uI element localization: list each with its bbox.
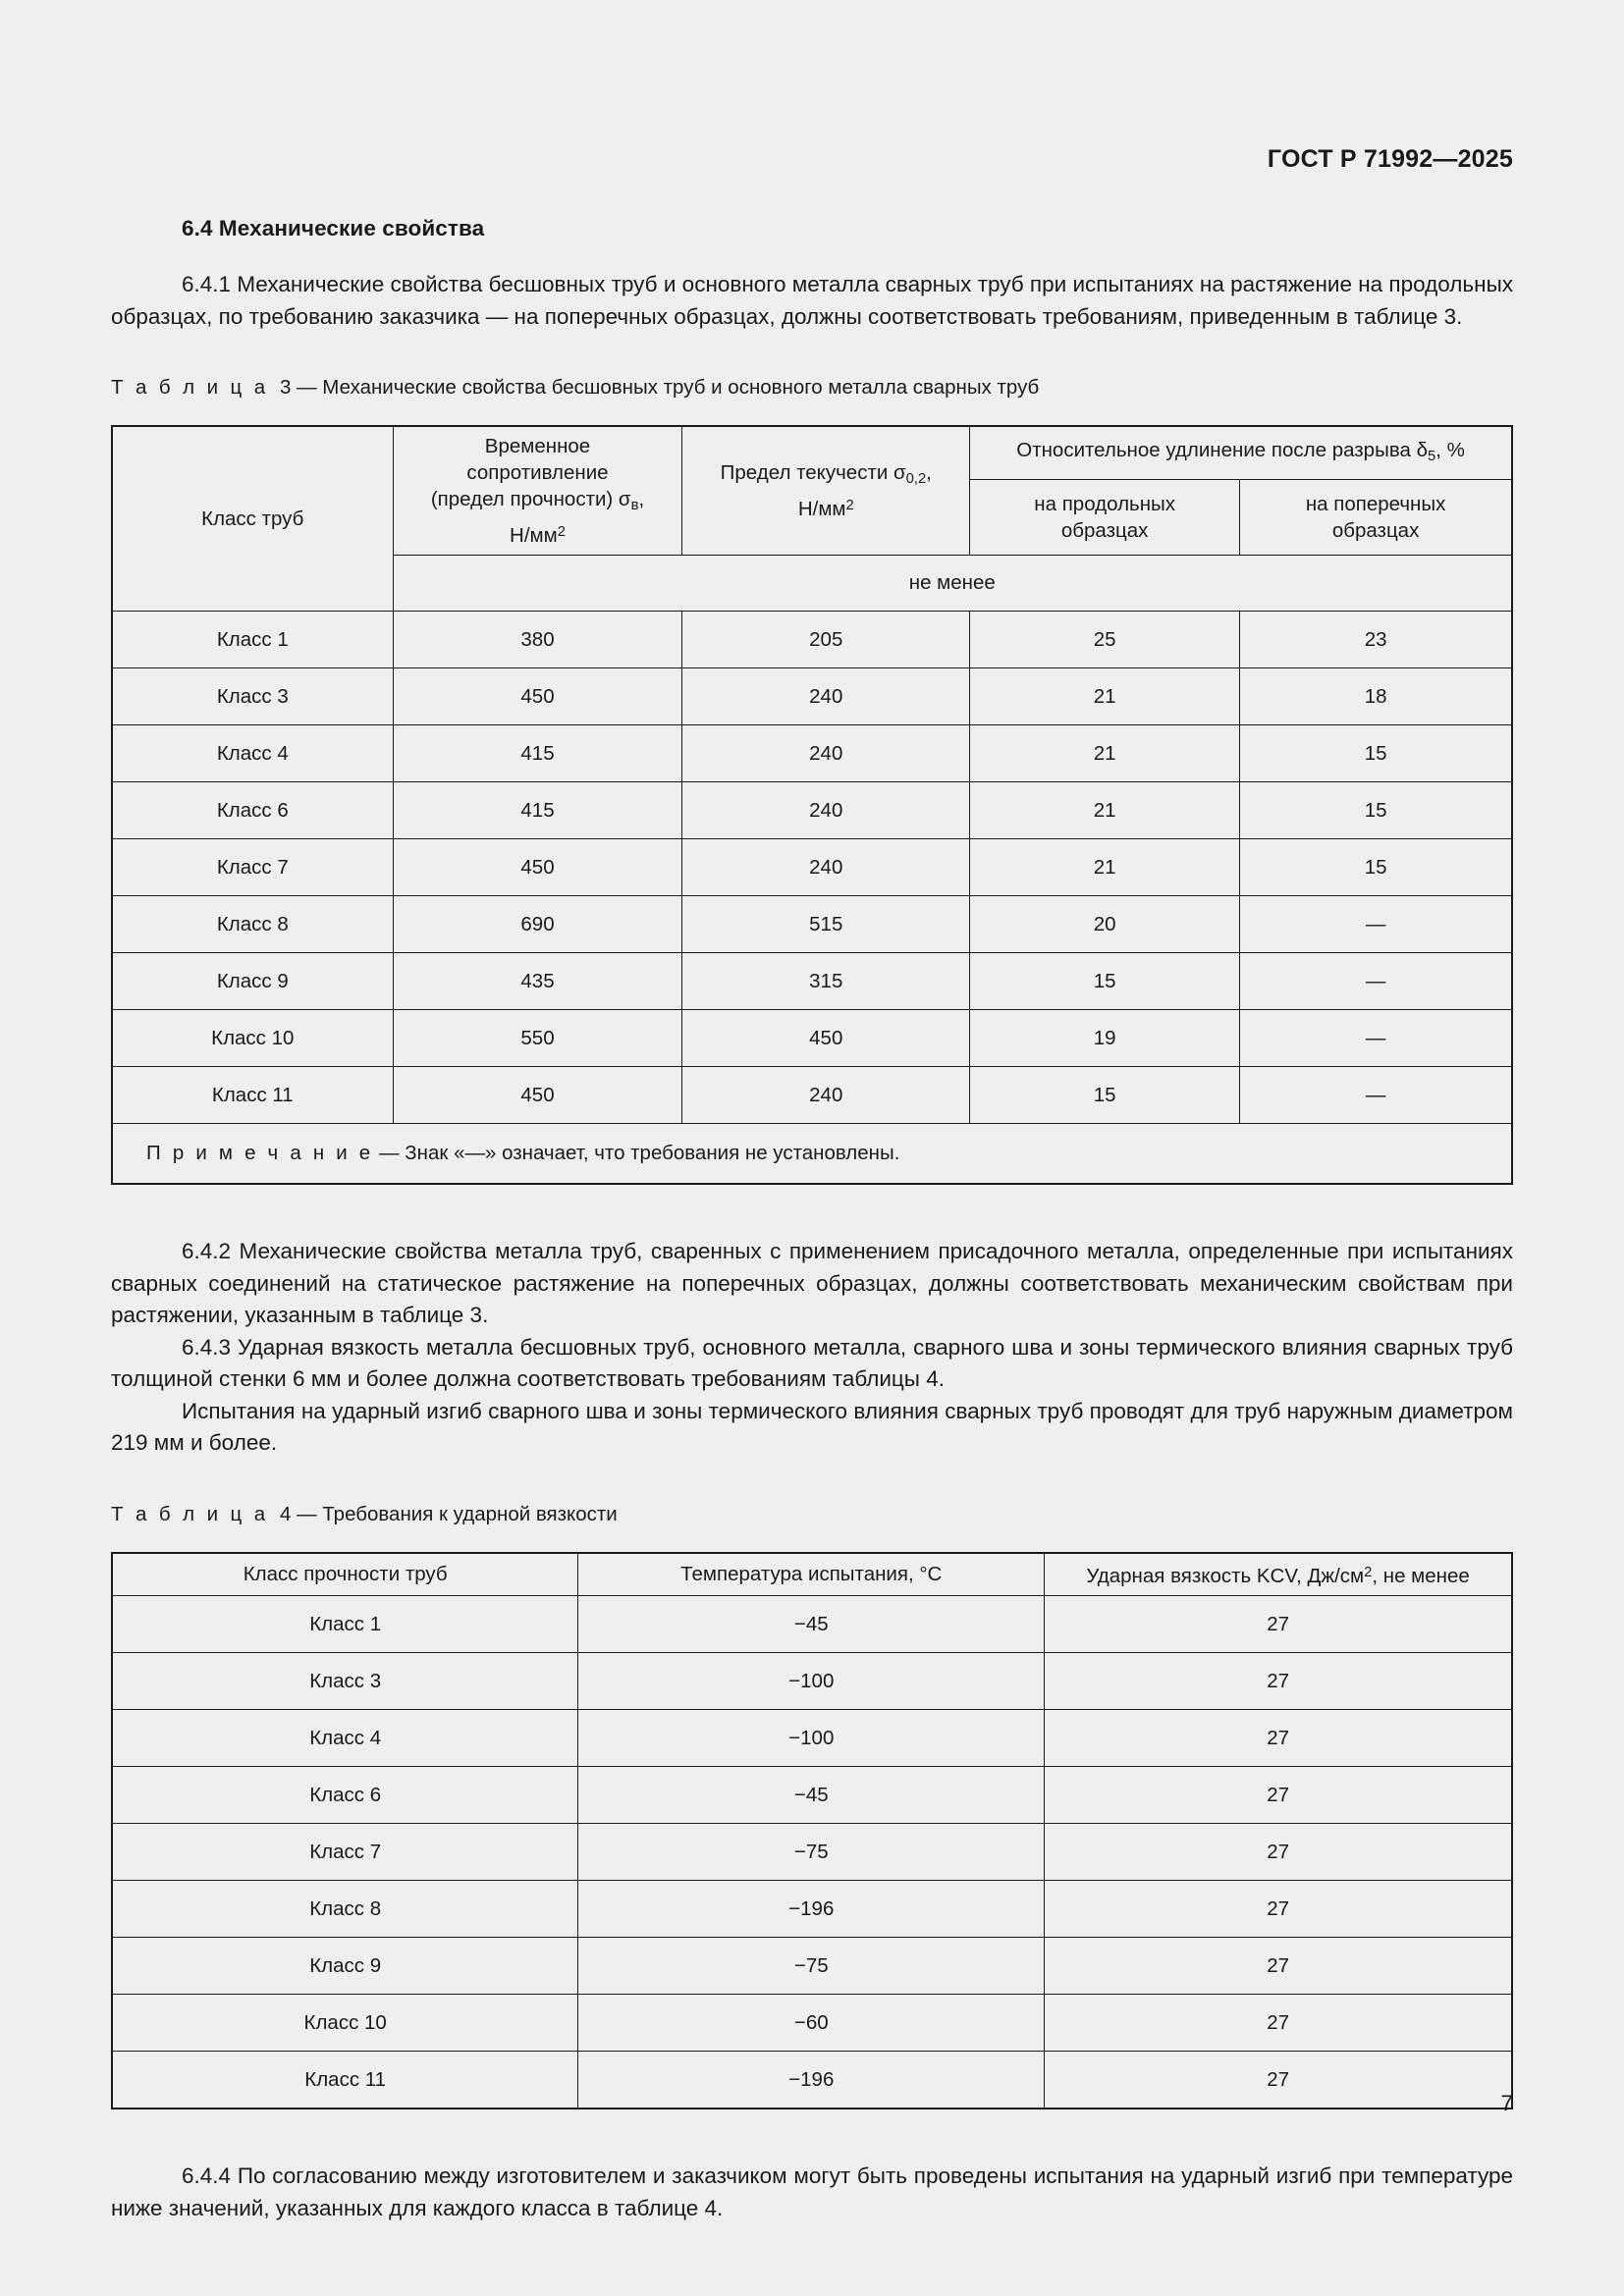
table-row [112, 612, 1512, 668]
tensile-line-4: $Н/мм^2$ [510, 524, 566, 548]
table3-header-longitudinal [970, 480, 1240, 556]
table4-header-kcv: Ударная вязкость KCV, $Дж/см^2$, не менее [1045, 1553, 1512, 1596]
table4-cell-temp: −75 [578, 1938, 1045, 1995]
table3-cell-class: Класс 4 [112, 725, 393, 782]
table3-cell-elong_long: 15 [970, 953, 1240, 1010]
table4-cell-class: Класс 10 [112, 1995, 578, 2052]
table3-cell-tensile: 690 [393, 896, 682, 953]
table3-cell-elong_long: 15 [970, 1067, 1240, 1124]
table4-header-row [112, 1553, 1512, 1596]
table4-cell-kcv: 27 [1045, 1596, 1512, 1653]
table4-cell-class: Класс 6 [112, 1767, 578, 1824]
table-row [112, 1824, 1512, 1881]
table3-cell-class: Класс 6 [112, 782, 393, 839]
table3-cell-elong_trans: — [1240, 1010, 1512, 1067]
table3-cell-elong_trans: 18 [1240, 668, 1512, 725]
table4-cell-kcv: 27 [1045, 1710, 1512, 1767]
table3-cell-elong_trans: 15 [1240, 725, 1512, 782]
table-row [112, 839, 1512, 896]
table4-cell-kcv: 27 [1045, 1995, 1512, 2052]
table4-cell-kcv: 27 [1045, 1824, 1512, 1881]
tensile-line-3: (предел прочности) $\sigma_в$, [430, 488, 645, 514]
table-3-mechanical-properties [111, 425, 1513, 1185]
paragraph-6-4-3b: Испытания на ударный изгиб сварного шва и зоны термического влияния сварных труб проводят для труб наружным диаметром 219 мм и более. [111, 1398, 1513, 1456]
table4-header-temperature: Температура испытания, °С [578, 1553, 1045, 1596]
longitudinal-line-2: образцах [1060, 519, 1149, 543]
table-4-impact-toughness [111, 1552, 1513, 2109]
table-row [112, 782, 1512, 839]
table3-cell-tensile: 435 [393, 953, 682, 1010]
table3-note-text: — Знак «—» означает, что требования не установлены. [379, 1142, 900, 1165]
table4-caption-number: 4 [280, 1502, 292, 1525]
table4-cell-kcv: 27 [1045, 1881, 1512, 1938]
table-row [112, 1067, 1512, 1124]
table4-cell-class: Класс 7 [112, 1824, 578, 1881]
table3-cell-elong_long: 21 [970, 725, 1240, 782]
table3-note-label: П р и м е ч а н и е [146, 1142, 374, 1165]
table-row [112, 2052, 1512, 2109]
table3-cell-elong_trans: — [1240, 896, 1512, 953]
table4-cell-temp: −45 [578, 1596, 1045, 1653]
table3-cell-yield: 205 [682, 612, 970, 668]
table3-caption-number: 3 [280, 376, 292, 399]
table-row [112, 1881, 1512, 1938]
table3-cell-class: Класс 3 [112, 668, 393, 725]
table-row [112, 896, 1512, 953]
table3-cell-elong_trans: 15 [1240, 782, 1512, 839]
table-row [112, 1596, 1512, 1653]
table3-cell-elong_long: 19 [970, 1010, 1240, 1067]
table3-cell-class: Класс 9 [112, 953, 393, 1010]
table-row [112, 953, 1512, 1010]
table3-cell-class: Класс 8 [112, 896, 393, 953]
table4-cell-class: Класс 3 [112, 1653, 578, 1710]
table3-header-transverse [1240, 480, 1512, 556]
table-row [112, 1995, 1512, 2052]
table-row [112, 1710, 1512, 1767]
table4-cell-class: Класс 1 [112, 1596, 578, 1653]
yield-line-2: $Н/мм^2$ [797, 498, 854, 521]
table4-cell-kcv: 27 [1045, 2052, 1512, 2109]
paragraph-6-4-1: 6.4.1 Механические свойства бесшовных труб и основного металла сварных труб при испытаниях на растяжение на продольных образцах, по требованию заказчика — на поперечных образцах, должны соответствовать требованиям, приведенным в таблице 3. [111, 272, 1513, 329]
table4-cell-class: Класс 9 [112, 1938, 578, 1995]
table4-cell-temp: −60 [578, 1995, 1045, 2052]
table3-cell-yield: 240 [682, 782, 970, 839]
section-title-6-4: 6.4 Механические свойства [182, 216, 485, 240]
table3-caption [111, 376, 1513, 400]
table-row [112, 1653, 1512, 1710]
table3-cell-elong_trans: 23 [1240, 612, 1512, 668]
table3-cell-elong_long: 25 [970, 612, 1240, 668]
table3-note-row [112, 1124, 1512, 1185]
standard-number-header: ГОСТ Р 71992—2025 [1267, 145, 1513, 173]
table-row [112, 1010, 1512, 1067]
table-row [112, 668, 1512, 725]
table4-cell-temp: −196 [578, 1881, 1045, 1938]
table4-cell-temp: −75 [578, 1824, 1045, 1881]
table4-cell-kcv: 27 [1045, 1767, 1512, 1824]
table3-cell-class: Класс 1 [112, 612, 393, 668]
table-row [112, 1767, 1512, 1824]
table3-cell-tensile: 550 [393, 1010, 682, 1067]
table4-cell-class: Класс 8 [112, 1881, 578, 1938]
table3-header-not-less: не менее [393, 556, 1512, 612]
table3-body [112, 612, 1512, 1124]
table4-caption-label: Т а б л и ц а [111, 1502, 269, 1525]
table3-cell-elong_trans: — [1240, 953, 1512, 1010]
table4-cell-class: Класс 4 [112, 1710, 578, 1767]
longitudinal-line-1: на продольных [1034, 493, 1176, 516]
table3-cell-elong_long: 21 [970, 668, 1240, 725]
table3-cell-tensile: 415 [393, 782, 682, 839]
table3-cell-class: Класс 11 [112, 1067, 393, 1124]
table3-cell-yield: 240 [682, 725, 970, 782]
table4-caption-text: — Требования к ударной вязкости [297, 1502, 618, 1525]
table-row [112, 1938, 1512, 1995]
table3-cell-elong_long: 21 [970, 782, 1240, 839]
paragraph-6-4-3: 6.4.3 Ударная вязкость металла бесшовных труб, основного металла, сварного шва и зоны термического влияния сварных труб толщиной стенки 6 мм и более должна соответствовать требованиям таблицы 4. [111, 1334, 1513, 1392]
table4-cell-class: Класс 11 [112, 2052, 578, 2109]
table3-cell-tensile: 415 [393, 725, 682, 782]
table3-cell-class: Класс 7 [112, 839, 393, 896]
table3-cell-yield: 315 [682, 953, 970, 1010]
table3-cell-yield: 240 [682, 668, 970, 725]
transverse-line-1: на поперечных [1305, 493, 1446, 516]
table3-note [112, 1124, 1512, 1185]
table4-cell-kcv: 27 [1045, 1653, 1512, 1710]
table3-header-elongation-group: Относительное удлинение после разрыва $\delta_5$, % [970, 426, 1512, 480]
paragraph-6-4-4: 6.4.4 По согласованию между изготовителем и заказчиком могут быть проведены испытания на ударный изгиб при температуре ниже значений, указанных для каждого класса в таблице 4. [111, 2163, 1513, 2220]
page-number: 7 [1500, 2091, 1513, 2115]
table3-cell-elong_trans: — [1240, 1067, 1512, 1124]
table3-header-tensile [393, 426, 682, 556]
table3-cell-elong_long: 21 [970, 839, 1240, 896]
table4-cell-temp: −100 [578, 1653, 1045, 1710]
table3-header-yield [682, 426, 970, 556]
table4-cell-temp: −100 [578, 1710, 1045, 1767]
table3-caption-label: Т а б л и ц а [111, 376, 269, 399]
table4-cell-kcv: 27 [1045, 1938, 1512, 1995]
table3-cell-class: Класс 10 [112, 1010, 393, 1067]
table3-cell-yield: 515 [682, 896, 970, 953]
table3-cell-yield: 240 [682, 839, 970, 896]
table4-header-class: Класс прочности труб [112, 1553, 578, 1596]
table3-cell-elong_long: 20 [970, 896, 1240, 953]
page-content [111, 216, 1513, 2224]
table3-header-class: Класс труб [112, 426, 393, 612]
table3-caption-text: — Механические свойства бесшовных труб и основного металла сварных труб [297, 376, 1040, 399]
table4-caption [111, 1503, 1513, 1526]
table4-cell-temp: −45 [578, 1767, 1045, 1824]
table4-cell-temp: −196 [578, 2052, 1045, 2109]
table3-cell-tensile: 450 [393, 839, 682, 896]
table4-body [112, 1596, 1512, 2109]
tensile-line-1: Временное [484, 435, 591, 457]
table3-cell-tensile: 380 [393, 612, 682, 668]
table-row [112, 725, 1512, 782]
table3-cell-yield: 450 [682, 1010, 970, 1067]
yield-line-1: Предел текучести $\sigma_{0,2}$, [720, 461, 932, 488]
transverse-line-2: образцах [1331, 519, 1420, 543]
table3-cell-elong_trans: 15 [1240, 839, 1512, 896]
tensile-line-2: сопротивление [466, 461, 609, 484]
table3-header-row-1 [112, 426, 1512, 480]
table3-cell-tensile: 450 [393, 668, 682, 725]
table3-cell-yield: 240 [682, 1067, 970, 1124]
paragraph-6-4-2: 6.4.2 Механические свойства металла труб, сваренных с применением присадочного металла, определенные при испытаниях сварных соединений на статическое растяжение на поперечных образцах, должны соответствовать механическим свойствам при растяжении, указанным в таблице 3. [111, 1239, 1513, 1328]
table3-cell-tensile: 450 [393, 1067, 682, 1124]
